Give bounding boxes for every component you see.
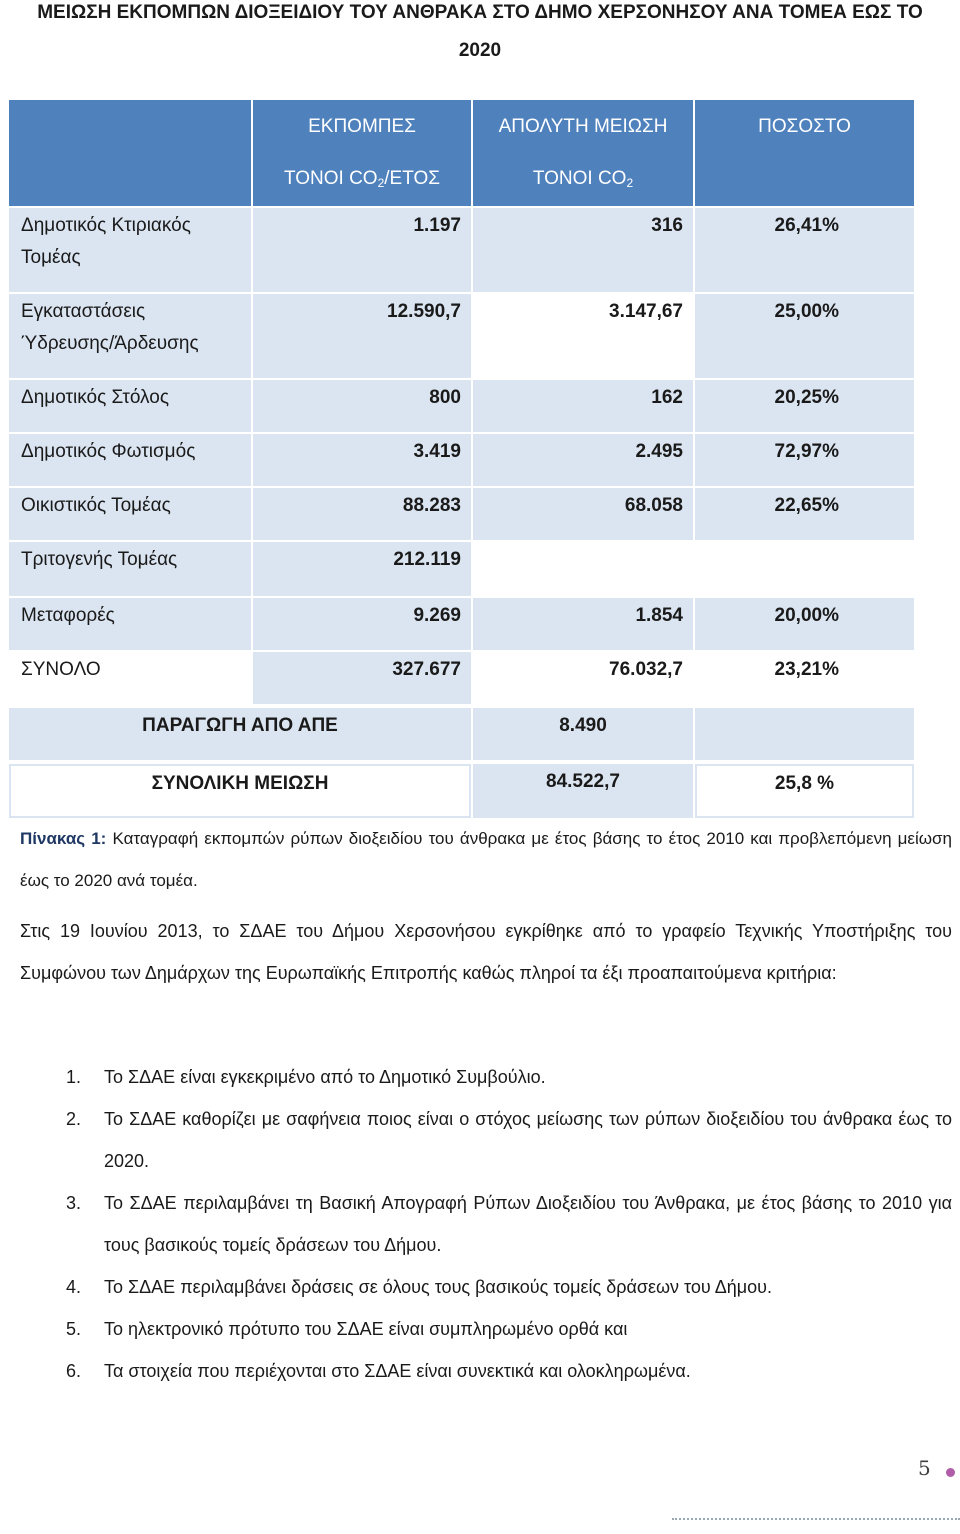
table-row-sector: Δημοτικός Στόλος xyxy=(9,380,251,432)
header-emissions-cell xyxy=(253,100,471,206)
footer-divider xyxy=(672,1518,960,1520)
table-row-reduction: 1.854 xyxy=(473,598,693,650)
table-row-emissions: 12.590,7 xyxy=(253,294,471,378)
table-row-percent xyxy=(695,542,914,596)
page-bullet-icon xyxy=(946,1468,955,1477)
table-row-percent: 20,00% xyxy=(695,598,914,650)
total-reduction-value: 84.522,7 xyxy=(473,764,693,818)
table-row-percent: 72,97% xyxy=(695,434,914,486)
table-row-percent: 23,21% xyxy=(695,652,914,704)
header-percent: ΠΟΣΟΣΤΟ xyxy=(758,116,851,137)
list-item-text: Το ΣΔΑΕ περιλαμβάνει δράσεις σε όλους τους βασικούς τομείς δράσεων του Δήμου. xyxy=(104,1277,773,1297)
table-row-emissions: 800 xyxy=(253,380,471,432)
list-item xyxy=(20,1308,952,1350)
page-number: 5 xyxy=(918,1456,931,1480)
renewables-label: ΠΑΡΑΓΩΓΗ ΑΠΟ ΑΠΕ xyxy=(9,708,471,760)
list-item-number: 2. xyxy=(66,1109,82,1129)
table-row-sector: Εγκαταστάσεις Ύδρευσης/Άρδευσης xyxy=(9,294,251,378)
table-row-percent: 25,00% xyxy=(695,294,914,378)
renewables-value: 8.490 xyxy=(473,708,693,760)
table-row-sector: ΣΥΝΟΛΟ xyxy=(9,652,251,704)
list-item-text: Το ηλεκτρονικό πρότυπο του ΣΔΑΕ είναι συμπληρωμένο ορθά και xyxy=(104,1319,628,1339)
document-title-line-2: 2020 xyxy=(458,40,502,61)
document-title-line-1: ΜΕΙΩΣΗ ΕΚΠΟΜΠΩΝ ΔΙΟΞΕΙΔΙΟΥ ΤΟΥ ΑΝΘΡΑΚΑ ΣΤΟ ΔΗΜΟ ΧΕΡΣΟΝΗΣΟΥ ΑΝΑ ΤΟΜΕΑ ΕΩΣ ΤΟ xyxy=(37,2,923,23)
list-item-text: Τα στοιχεία που περιέχονται στο ΣΔΑΕ είναι συνεκτικά και ολοκληρωμένα. xyxy=(104,1361,691,1381)
table-row-reduction: 316 xyxy=(473,208,693,292)
renewables-empty-cell xyxy=(695,708,914,760)
header-sector-cell xyxy=(9,100,251,206)
body-paragraph: Στις 19 Ιουνίου 2013, το ΣΔΑΕ του Δήμου Χερσονήσου εγκρίθηκε από το γραφείο Τεχνικής Υποστήριξης του Συμφώνου των Δημάρχων της Ευρωπαϊκής Επιτροπής καθώς πληροί τα έξι προαπαιτούμενα κριτήρια: xyxy=(20,921,952,983)
header-reduction: ΑΠΟΛΥΤΗ ΜΕΙΩΣΗ xyxy=(498,116,668,137)
table-row-percent: 20,25% xyxy=(695,380,914,432)
list-item-number: 6. xyxy=(66,1361,82,1381)
table-row-emissions: 3.419 xyxy=(253,434,471,486)
table-row-emissions: 9.269 xyxy=(253,598,471,650)
table-row-sector: Δημοτικός Φωτισμός xyxy=(9,434,251,486)
header-percent-cell xyxy=(695,100,914,206)
table-row-emissions: 88.283 xyxy=(253,488,471,540)
table-row-emissions: 327.677 xyxy=(253,652,471,704)
table-row-percent: 26,41% xyxy=(695,208,914,292)
header-reduction-cell xyxy=(473,100,693,206)
header-emissions-unit: ΤΟΝΟΙ $CO_2$/ΕΤΟΣ xyxy=(283,168,441,190)
list-item xyxy=(20,1350,952,1392)
table-row-reduction xyxy=(473,542,693,596)
list-item-number: 3. xyxy=(66,1193,82,1213)
caption-text: Καταγραφή εκπομπών ρύπων διοξειδίου του άνθρακα με έτος βάσης το έτος 2010 και προβλεπόμενη μείωση έως το 2020 ανά τομέα. xyxy=(20,829,953,890)
list-item-number: 4. xyxy=(66,1277,82,1297)
list-item xyxy=(20,1266,952,1308)
list-item xyxy=(20,1056,952,1098)
list-item-number: 5. xyxy=(66,1319,82,1339)
list-item xyxy=(20,1098,952,1182)
table-row-reduction: 68.058 xyxy=(473,488,693,540)
list-item-text: Το ΣΔΑΕ είναι εγκεκριμένο από το Δημοτικό Συμβούλιο. xyxy=(104,1067,546,1087)
header-reduction-unit: ΤΟΝΟΙ $CO_2$ xyxy=(532,168,634,190)
table-row-reduction: 3.147,67 xyxy=(473,294,693,378)
table-row-reduction: 162 xyxy=(473,380,693,432)
table-row-sector: Μεταφορές xyxy=(9,598,251,650)
table-caption xyxy=(20,818,952,902)
table-row-reduction: 2.495 xyxy=(473,434,693,486)
emissions-table xyxy=(9,100,914,818)
caption-label: Πίνακας 1: xyxy=(20,829,107,848)
header-emissions: ΕΚΠΟΜΠΕΣ xyxy=(308,116,416,137)
list-item-number: 1. xyxy=(66,1067,82,1087)
table-row-sector: Τριτογενής Τομέας xyxy=(9,542,251,596)
table-row-reduction: 76.032,7 xyxy=(473,652,693,704)
total-reduction-percent: 25,8 % xyxy=(695,764,914,818)
list-item-text: Το ΣΔΑΕ περιλαμβάνει τη Βασική Απογραφή Ρύπων Διοξειδίου του Άνθρακα, με έτος βάσης το 2010 για τους βασικούς τομείς δράσεων του Δήμου. xyxy=(104,1193,952,1255)
table-row-sector: Δημοτικός Κτιριακός Τομέας xyxy=(9,208,251,292)
table-row-sector: Οικιστικός Τομέας xyxy=(9,488,251,540)
table-row-percent: 22,65% xyxy=(695,488,914,540)
criteria-list xyxy=(20,1056,952,1392)
table-row-emissions: 1.197 xyxy=(253,208,471,292)
table-row-emissions: 212.119 xyxy=(253,542,471,596)
list-item-text: Το ΣΔΑΕ καθορίζει με σαφήνεια ποιος είναι ο στόχος μείωσης των ρύπων διοξειδίου του άνθρακα έως το 2020. xyxy=(104,1109,952,1171)
list-item xyxy=(20,1182,952,1266)
total-reduction-label: ΣΥΝΟΛΙΚΗ ΜΕΙΩΣΗ xyxy=(9,764,471,818)
